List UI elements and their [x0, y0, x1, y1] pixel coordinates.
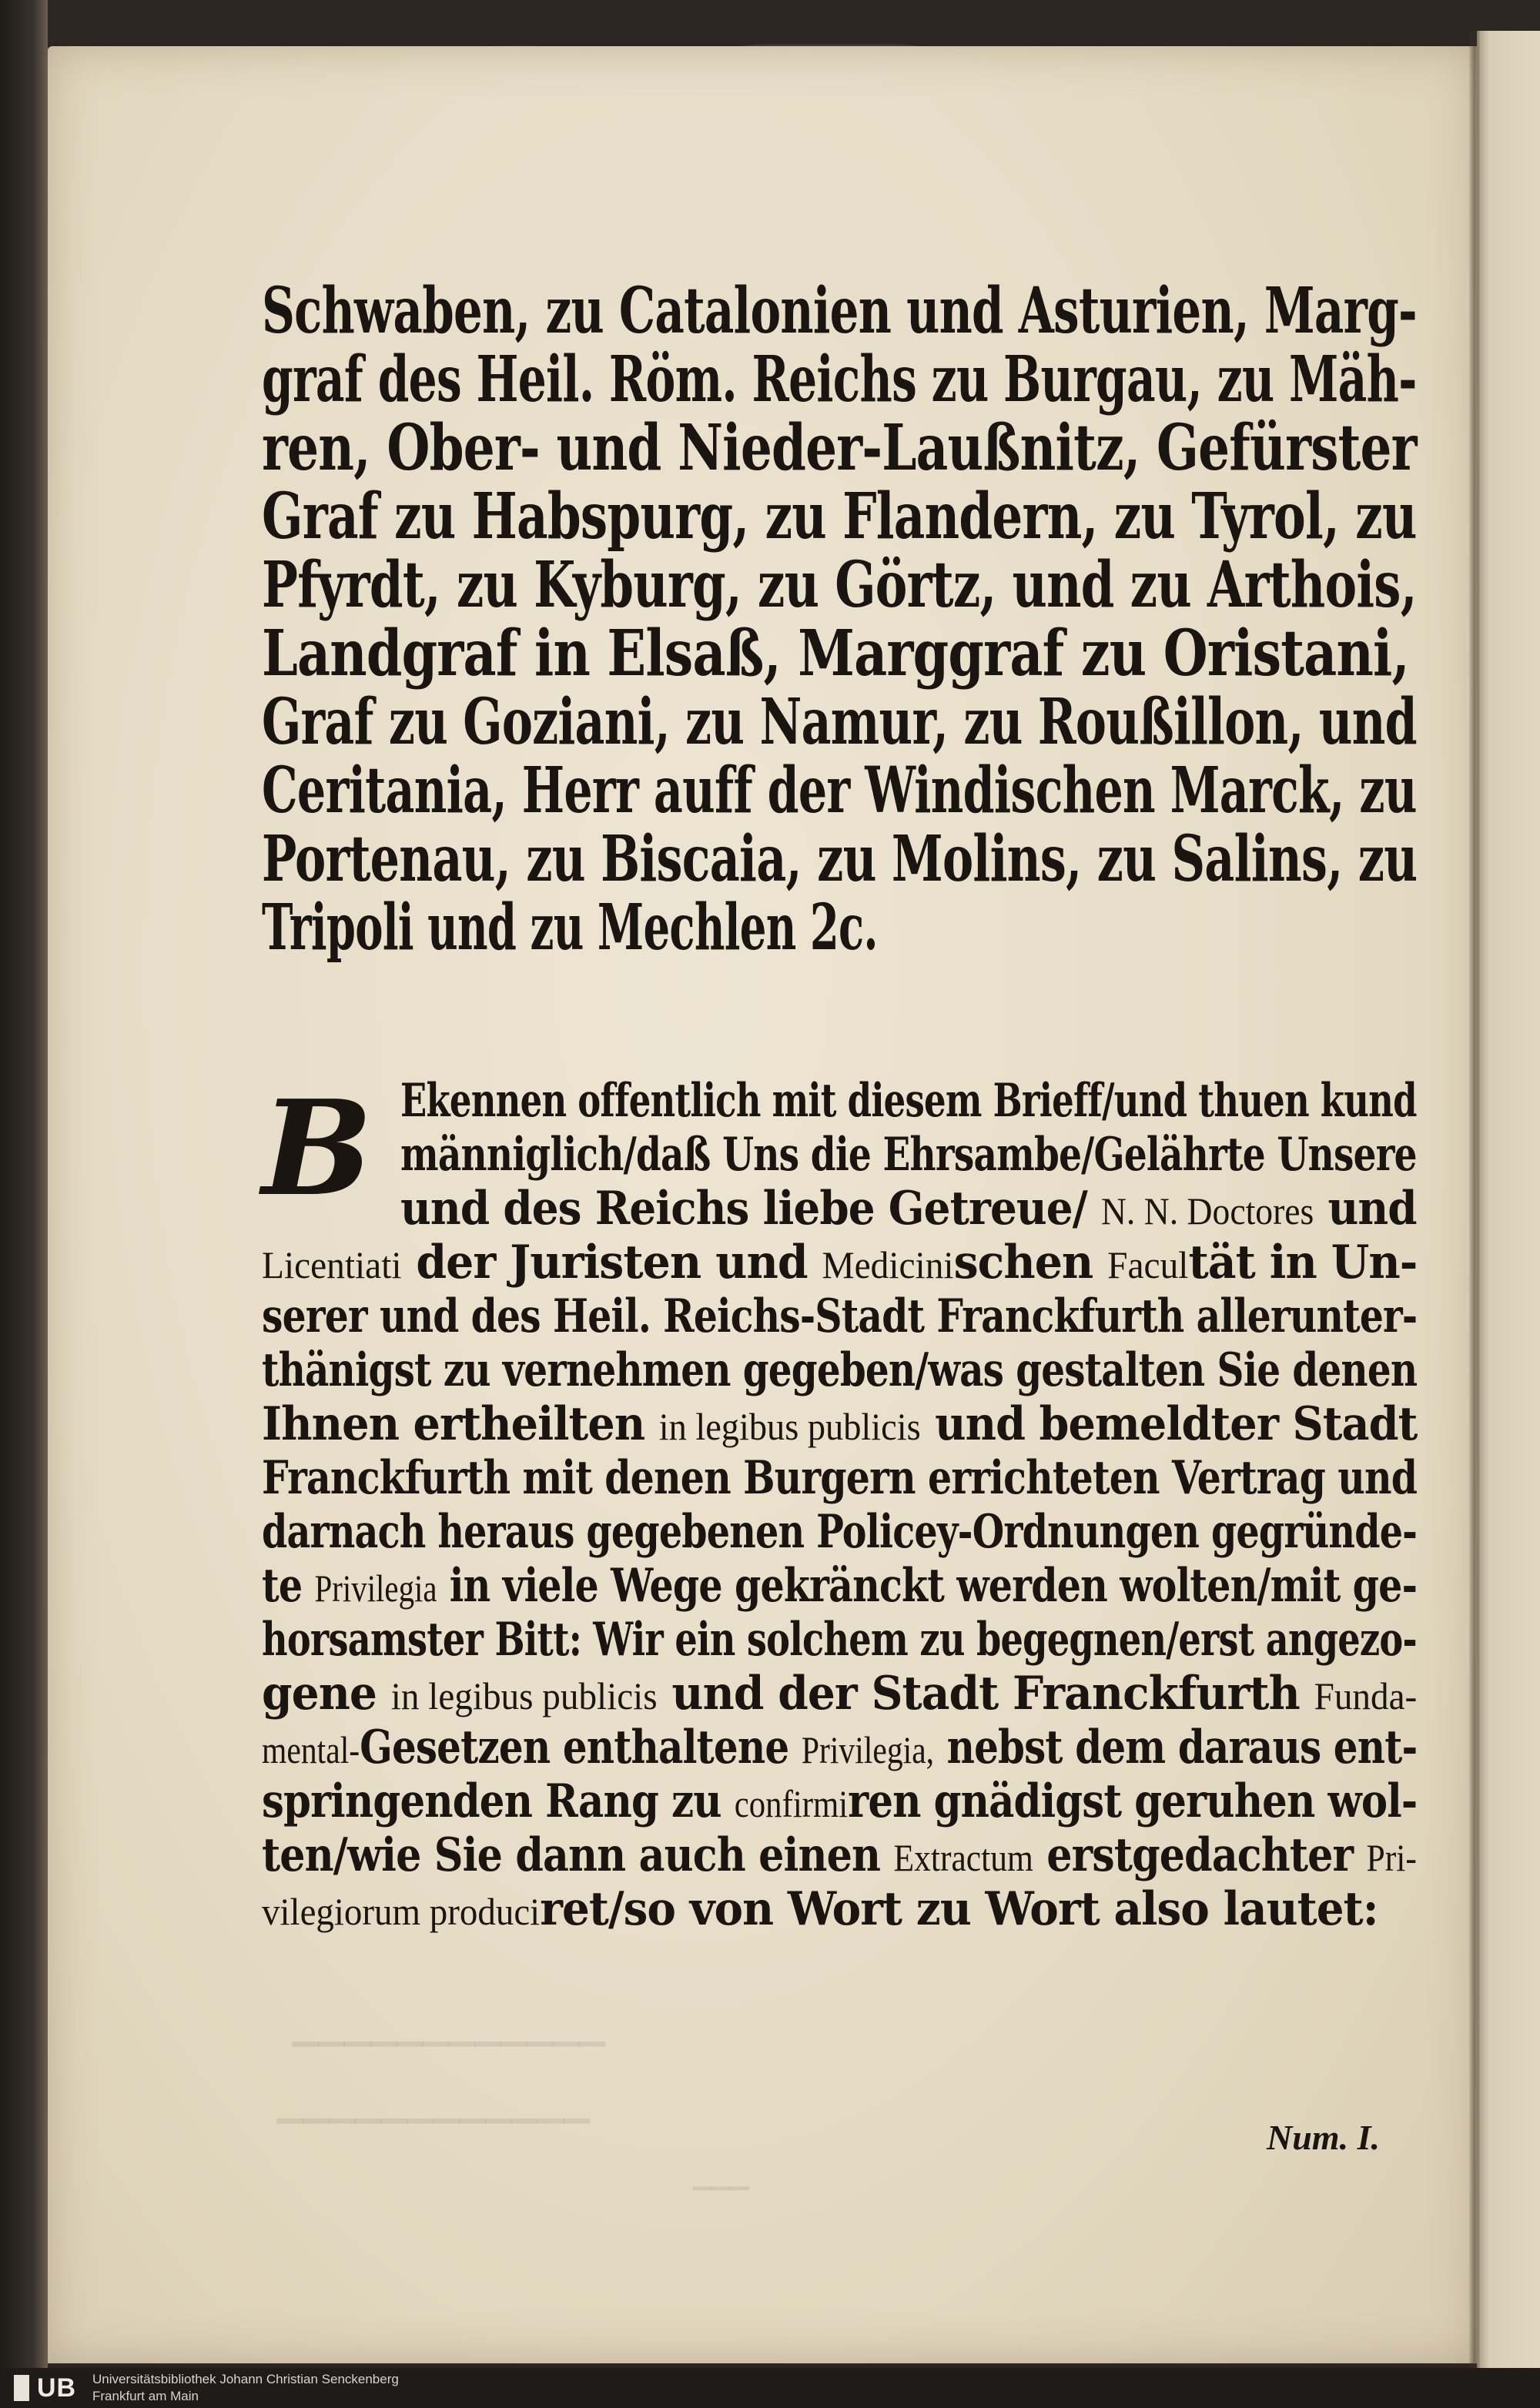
- text-run: schen: [953, 1236, 1108, 1289]
- text-run: männiglich/daß Uns die Ehrsambe/Gelährte Unsere: [400, 1128, 1417, 1182]
- latin-term: N. N. Doctores: [1100, 1189, 1314, 1232]
- text-run: Gesetzen enthaltene: [360, 1721, 802, 1774]
- page-gutter: [1469, 31, 1480, 2386]
- title-line: Tripoli und zu Mechlen 2c.: [262, 891, 878, 965]
- text-run: der Juristen und: [401, 1236, 822, 1289]
- text-run: Franckfurth mit denen Burgern errichteten Vertrag und: [262, 1451, 1418, 1505]
- text-run: und bemeldter Stadt: [920, 1397, 1418, 1451]
- text-run: ren gnädigst geruhen wol-: [848, 1774, 1418, 1828]
- text-run: thänigst zu vernehmen gegeben/was gestalten Sie denen: [262, 1343, 1418, 1397]
- show-through-ghost-text: ────────────: [293, 2009, 605, 2079]
- title-line: Portenau, zu Biscaia, zu Molins, zu Salins, zu: [262, 822, 1418, 896]
- title-paragraph: [262, 274, 1418, 965]
- latin-term: Funda-: [1314, 1674, 1418, 1717]
- text-run: te: [262, 1559, 315, 1613]
- footer-credits: [92, 2371, 399, 2405]
- text-run: nebst dem daraus ent-: [934, 1721, 1418, 1774]
- body-line: [262, 1613, 1417, 1667]
- title-line: Graf zu Goziani, zu Namur, zu Roußillon, und: [262, 685, 1417, 759]
- text-run: gene: [262, 1667, 391, 1721]
- text-run: und der Stadt Franckfurth: [657, 1667, 1314, 1721]
- body-line: [296, 1074, 1417, 1128]
- title-line: Schwaben, zu Catalonien und Asturien, Marg-: [262, 274, 1417, 348]
- text-block: [262, 274, 1418, 1936]
- body-line: [262, 1667, 1418, 1721]
- footer-line-library: Universitätsbibliothek Johann Christian Senckenberg: [92, 2372, 399, 2386]
- body-line: [262, 1559, 1418, 1613]
- body-line: [262, 1236, 1418, 1289]
- library-logo: [14, 2373, 76, 2403]
- latin-term: confirmi: [734, 1782, 849, 1825]
- text-run: serer und des Heil. Reichs-Stadt Franckfurth allerunter-: [262, 1289, 1418, 1343]
- body-line: [274, 1182, 1417, 1236]
- title-line: Graf zu Habspurg, zu Flandern, zu Tyrol, zu: [262, 480, 1417, 554]
- title-line: Ceritania, Herr auff der Windischen Marck, zu: [262, 754, 1417, 828]
- text-run: Ekennen offentlich mit diesem Brieff/und thuen kund: [400, 1074, 1417, 1128]
- text-run: springenden Rang zu: [262, 1774, 735, 1828]
- latin-term: Privilegia: [314, 1567, 437, 1610]
- title-line: Landgraf in Elsaß, Marggraf zu Oristani,: [262, 617, 1409, 691]
- body-line: [262, 1451, 1418, 1505]
- title-line: ren, Ober- und Nieder-Laußnitz, Gefürster: [262, 411, 1417, 485]
- library-logo-mark-icon: [14, 2375, 29, 2401]
- text-run: darnach heraus gegebenen Policey-Ordnungen gegründe-: [262, 1505, 1418, 1559]
- latin-term: in legibus publicis: [390, 1674, 658, 1717]
- body-line: [262, 1882, 1378, 1936]
- text-run: tät in Un-: [1188, 1236, 1418, 1289]
- body-line: [292, 1128, 1417, 1182]
- latin-term: Extractum: [893, 1836, 1033, 1879]
- text-run: und: [1314, 1182, 1417, 1236]
- catchword: Num. I.: [1267, 2118, 1380, 2157]
- facing-page-edge: [1477, 31, 1540, 2386]
- body-line: [262, 1397, 1418, 1451]
- body-line: [262, 1721, 1418, 1774]
- body-line: [262, 1828, 1417, 1882]
- body-line: [262, 1343, 1418, 1397]
- latin-term: Pri-: [1366, 1836, 1417, 1879]
- title-line: Pfyrdt, zu Kyburg, zu Görtz, und zu Arthois,: [262, 548, 1417, 622]
- footer-line-city: Frankfurt am Main: [92, 2389, 199, 2403]
- text-run: erstgedachter: [1033, 1828, 1367, 1882]
- body-line: [262, 1774, 1418, 1828]
- scan-margin-left: [0, 0, 48, 2408]
- latin-term: Facul: [1107, 1243, 1189, 1286]
- title-line: graf des Heil. Röm. Reichs zu Burgau, zu Mäh-: [262, 343, 1417, 416]
- body-paragraph: [262, 1074, 1417, 1936]
- library-logo-text: UB: [37, 2373, 77, 2403]
- text-run: horsamster Bitt: Wir ein solchem zu begegnen/erst angezo-: [262, 1613, 1417, 1667]
- text-run: ten/wie Sie dann auch einen: [262, 1828, 894, 1882]
- show-through-ghost-text: ───: [693, 2163, 749, 2214]
- drop-cap: B: [262, 1072, 373, 1226]
- text-run: ret/so von Wort zu Wort also lautet:: [540, 1882, 1378, 1936]
- text-run: und des Reichs liebe Getreue/: [400, 1182, 1101, 1236]
- latin-term: Medicini: [822, 1243, 954, 1286]
- body-line: [262, 1505, 1418, 1559]
- text-run: Ihnen ertheilten: [262, 1397, 659, 1451]
- latin-term: vilegiorum produci: [262, 1890, 541, 1933]
- latin-term: mental-: [262, 1728, 360, 1771]
- body-line: [262, 1289, 1418, 1343]
- text-run: in viele Wege gekränckt werden wolten/mit ge-: [437, 1559, 1418, 1613]
- latin-term: Licentiati: [262, 1243, 402, 1286]
- show-through-ghost-text: ────────────: [277, 2086, 590, 2156]
- latin-term: in legibus publicis: [658, 1405, 921, 1448]
- latin-term: Privilegia,: [801, 1728, 935, 1771]
